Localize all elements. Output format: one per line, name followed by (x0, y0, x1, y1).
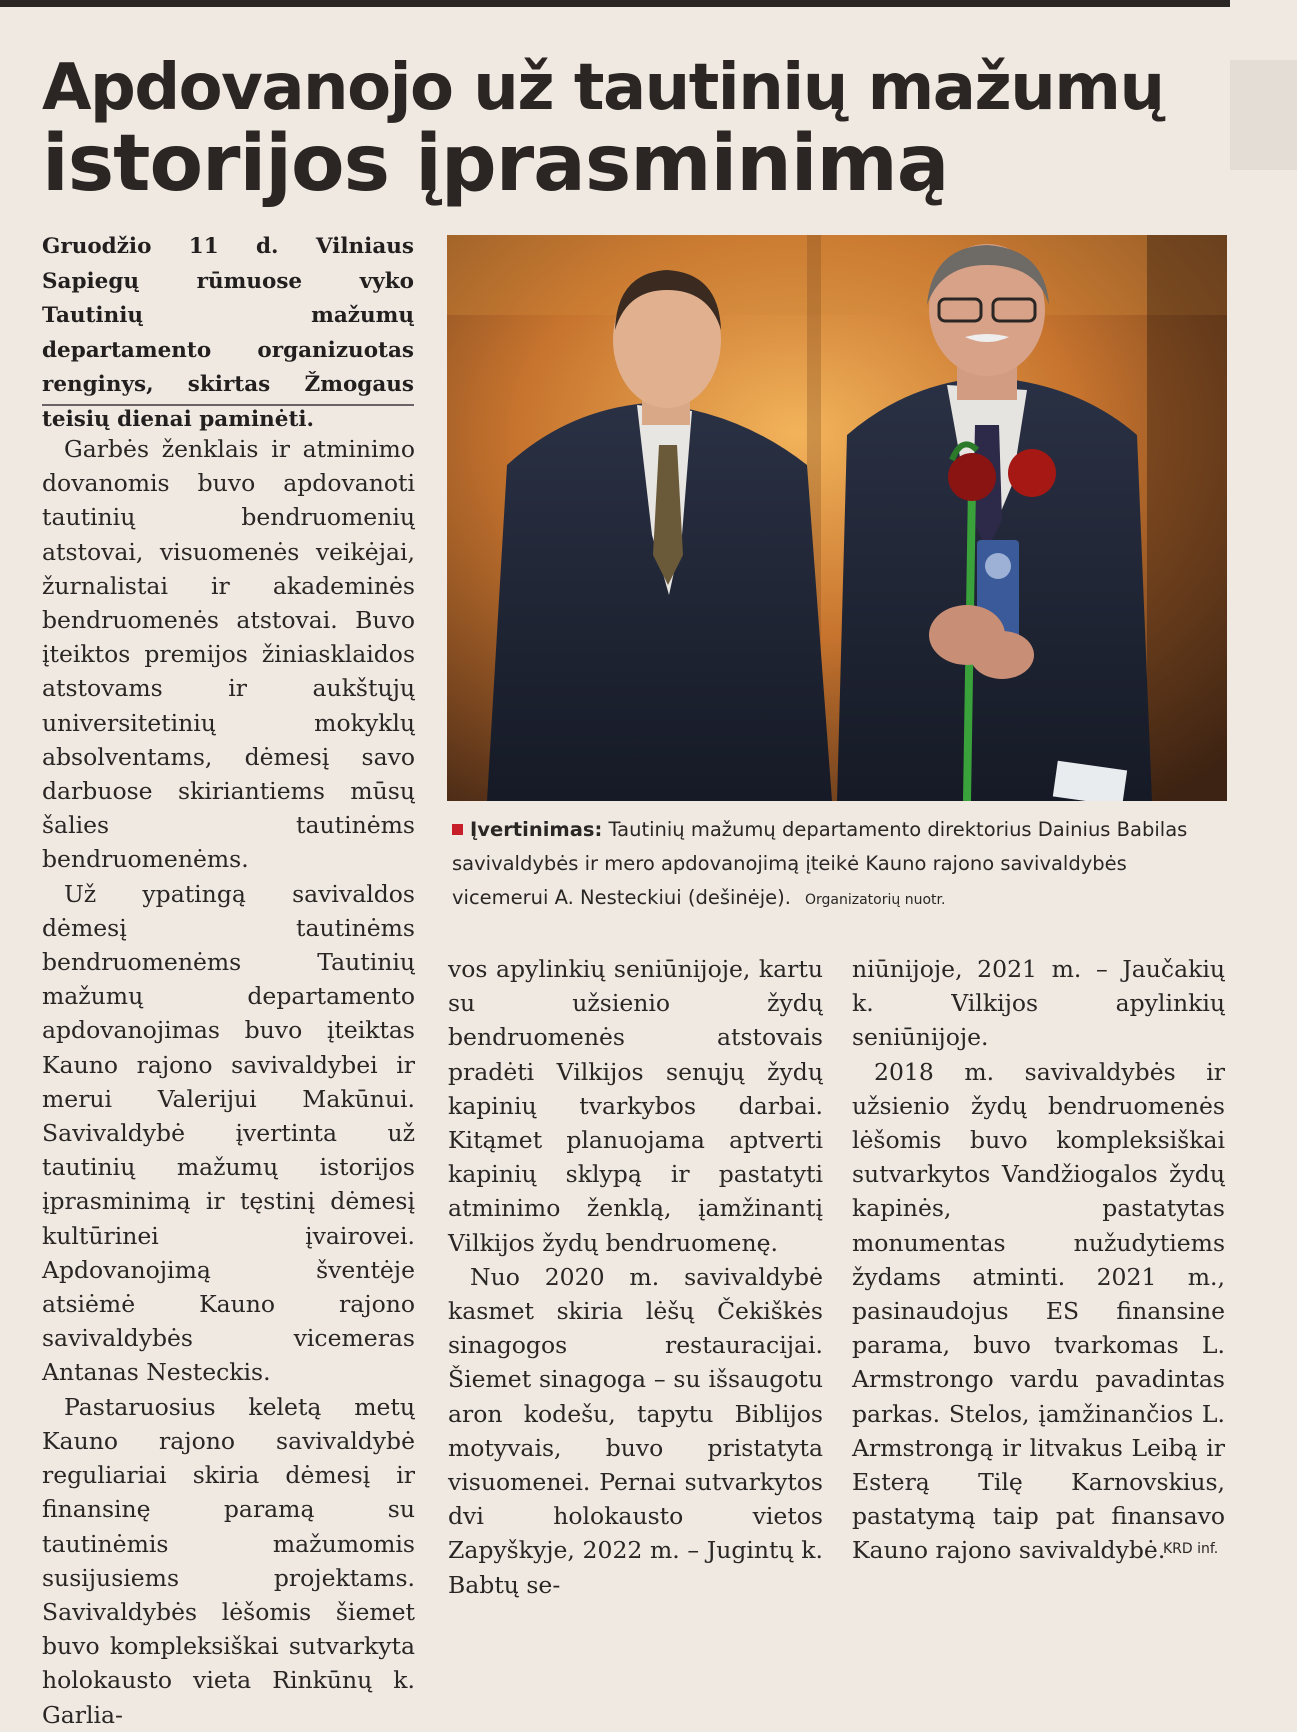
body-paragraph: Už ypatingą savivaldos dėmesį tautinėms bendruomenėms Tautinių mažumų departamento apdovanojimas buvo įteiktas Kauno rajono savivaldybei ir merui Valerijui Makūnui. Savivaldybė įvertinta už tautinių mažumų istorijos įprasminimą ir tęstinį dėmesį kultūrinei įvairovei. Apdovanojimą šventėje atsiėmė Kauno rajono savivaldybės vicemeras Antanas Nesteckis. (42, 879, 415, 1387)
photo-two-men-award-icon (447, 235, 1227, 801)
caption-marker-icon (452, 824, 463, 835)
headline-line-2: istorijos įprasminimą (42, 119, 949, 209)
source-signoff: KRD inf. (1163, 1541, 1219, 1557)
photo-caption (452, 813, 1227, 917)
body-paragraph: Pastaruosius keletą metų Kauno rajono savivaldybė reguliariai skiria dėmesį ir finansinę paramą su tautinėmis mažumomis susijusiems projektams. Savivaldybės lėšomis šiemet buvo kompleksiškai sutvarkyta holokausto vieta Rinkūnų k. Garlia- (42, 1392, 415, 1729)
headline (42, 50, 1222, 209)
caption-text: Tautinių mažumų departamento direktorius Dainius Babilas savivaldybės ir mero apdovanojimą įteikė Kauno rajono savivaldybės vicemerui A. Nesteckiui (dešinėje). (452, 818, 1188, 909)
lead-paragraph: Gruodžio 11 d. Vilniaus Sapiegų rūmuose vyko Tautinių mažumų departamento organizuotas renginys, skirtas Žmogaus teisių dienai paminėti. (42, 234, 414, 432)
article-photo (447, 235, 1227, 801)
body-column-3 (852, 952, 1225, 1568)
body-paragraph: Garbės ženklais ir atminimo dovanomis buvo apdovanoti tautinių bendruomenių atstovai, visuomenės veikėjai, žurnalistai ir akademinės bendruomenės atstovai. Buvo įteiktos premijos žiniasklaidos atstovams ir aukštųjų universitetinių mokyklų absolventams, dėmesį savo darbuose skiriantiems mūsų šalies tautinėms bendruomenėms. (42, 435, 415, 874)
body-paragraph: vos apylinkių seniūnijoje, kartu su užsienio žydų bendruomenės atstovais pradėti Vilkijos senųjų žydų kapinių tvarkybos darbai. Kitąmet planuojama aptverti kapinių sklypą ir pastatyti atminimo ženklą, įamžinantį Vilkijos žydų bendruomenę. (448, 955, 823, 1257)
body-paragraph: 2018 m. savivaldybės ir užsienio žydų bendruomenės lėšomis buvo kompleksiškai sutvarkytos Vandžiogalos žydų kapinės, pastatytas monumentas nužudytiems žydams atminti. 2021 m., pasinaudojus ES finansine parama, buvo tvarkomas L. Armstrongo vardu pavadintas parkas. Stelos, įamžinančios L. Armstrongą ir litvakus Leibą ir Esterą Tilę Karnovskius, pastatymą taip pat finansavo Kauno rajono savivaldybė. (852, 1057, 1225, 1565)
body-paragraph: Nuo 2020 m. savivaldybė kasmet skiria lėšų Čekiškės sinagogos restauracijai. Šiemet sinagoga – su išsaugotu aron kodešu, tapytu Biblijos motyvais, buvo pristatyta visuomenei. Pernai sutvarkytos dvi holokausto vietos Zapyškyje, 2022 m. – Jugintų k. Babtų se- (448, 1262, 823, 1599)
bleed-through-right (1230, 60, 1297, 170)
caption-label: Įvertinimas: (470, 818, 603, 841)
headline-line-1: Apdovanojo už tautinių mažumų (42, 51, 1164, 125)
body-paragraph: niūnijoje, 2021 m. – Jaučakių k. Vilkijos apylinkių seniūnijoje. (852, 955, 1225, 1052)
body-column-1 (42, 432, 415, 1732)
top-rule (0, 0, 1230, 7)
body-column-2 (448, 952, 823, 1602)
photo-credit: Organizatorių nuotr. (804, 892, 946, 908)
lead-divider (42, 404, 414, 406)
